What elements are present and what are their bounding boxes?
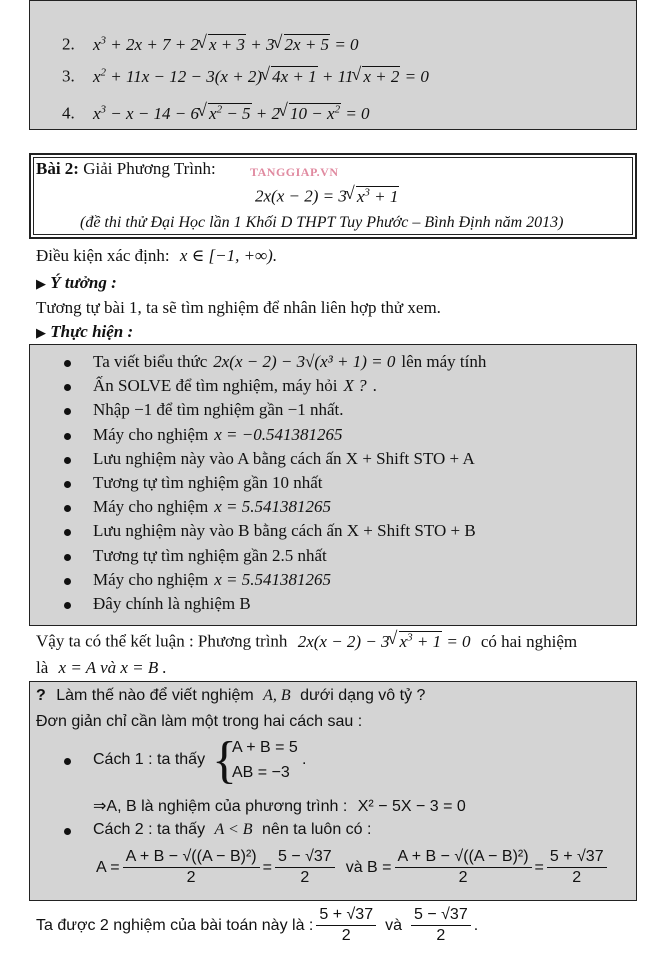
question-intro: Đơn giản chỉ cần làm một trong hai cách sau : xyxy=(36,713,363,730)
step-item: Nhập −1 để tìm nghiệm gần −1 nhất. xyxy=(93,400,344,420)
step-item: Máy cho nghiệm x = −0.541381265 xyxy=(93,424,343,444)
question-line: ? Làm thế nào để viết nghiệm A, B dưới dạng vô tỷ ? xyxy=(36,687,426,704)
fraction: $\frac{5 - √37}{2}$ xyxy=(275,848,335,887)
problem-title: Bài 2: Giải Phương Trình: xyxy=(36,159,216,178)
fraction: $\frac{5 + √37}{2}$ xyxy=(316,906,376,945)
triangle-icon: ▶ xyxy=(36,276,46,291)
condition-line: Điều kiện xác định: x ∈ [−1, +∞). xyxy=(36,246,278,265)
fraction: $\frac{\text{A + B − √((A − B)²)}}{2}$ xyxy=(123,848,260,887)
bullet-icon xyxy=(64,578,71,585)
way-1-dot: . xyxy=(302,751,307,768)
step-item: Lưu nghiệm này vào B bằng cách ấn X + Shift STO + B xyxy=(93,521,476,541)
bullet-icon xyxy=(64,828,71,835)
formula-row: A = $\frac{\text{A + B − √((A − B)²)}}{2}$ = $\frac{5 - √37}{2}$ và B = $\frac{\text{A + B − √((A − B)²)}}{2}$ = $\frac{5 + √37}{2}$ xyxy=(96,848,610,887)
watermark-logo: TANGGIAP.VN xyxy=(250,165,339,179)
bullet-icon xyxy=(64,360,71,367)
brace-icon: { xyxy=(212,732,237,789)
way-1-eq-2: AB = −3 xyxy=(232,764,290,781)
conclusion-line-2: là x = A và x = B . xyxy=(36,658,167,677)
step-item: Tương tự tìm nghiệm gần 10 nhất xyxy=(93,473,323,492)
idea-heading: ▶ Ý tưởng : xyxy=(36,273,117,292)
step-item: Ấn SOLVE để tìm nghiệm, máy hỏi X ? . xyxy=(93,376,377,396)
way-1-result: ⇒A, B là nghiệm của phương trình : X² − 5X − 3 = 0 xyxy=(93,798,466,815)
step-item: Đây chính là nghiệm B xyxy=(93,594,251,613)
final-line: Ta được 2 nghiệm của bài toán này là : $\frac{5 + √37}{2}$ và $\frac{5 - √37}{2}$ . xyxy=(36,906,479,944)
problem-source: (đề thi thử Đại Học lần 1 Khối D THPT Tuy Phước – Bình Định năm 2013) xyxy=(80,214,564,231)
list-item-2: 2. $x^3 + 2x + 7 + 2√$ x + 3 + 3√ 2x + 5 = 0 xyxy=(62,34,359,55)
conclusion-line-1: Vậy ta có thể kết luận : Phương trình 2x(x − 2) − 3√ $x^3 + 1 = 0$ có hai nghiệm xyxy=(36,631,577,652)
fraction: $\frac{5 + √37}{2}$ xyxy=(547,848,607,887)
step-item: Tương tự tìm nghiệm gần 2.5 nhất xyxy=(93,545,327,565)
fraction: $\frac{5 - √37}{2}$ xyxy=(411,906,471,945)
bullet-icon xyxy=(64,758,71,765)
triangle-icon: ▶ xyxy=(36,325,46,340)
bullet-icon xyxy=(64,457,71,464)
list-item-4: 4. $x^3 - x - 14 - 6√$ $x^2 - 5 + 2√$ $10 - x^2 = 0$ xyxy=(62,103,370,124)
fraction: $\frac{\text{A + B − √((A − B)²)}}{2}$ xyxy=(395,848,532,887)
implies-icon: ⇒ xyxy=(93,798,107,815)
bullet-icon xyxy=(64,602,71,609)
step-item: Ta viết biểu thức 2x(x − 2) − 3√(x³ + 1) = 0 lên máy tính xyxy=(93,352,487,371)
step-item: Lưu nghiệm này vào A bằng cách ấn X + Shift STO + A xyxy=(93,448,475,468)
implement-heading: ▶ Thực hiện : xyxy=(36,322,134,341)
way-2-line: Cách 2 : ta thấy A < B nên ta luôn có : xyxy=(93,821,372,838)
bullet-icon xyxy=(64,433,71,440)
way-1-label: Cách 1 : ta thấy xyxy=(93,751,206,768)
problem-equation: 2x(x − 2) = 3√ $x^3 + 1$ xyxy=(255,186,399,207)
list-item-3: 3. $x^2 + 11x - 12 - 3(x + 2)√$ 4x + 1 + 11√ x + 2 = 0 xyxy=(62,66,429,87)
bullet-icon xyxy=(64,481,71,488)
step-item: Máy cho nghiệm x = 5.541381265 xyxy=(93,497,331,517)
way-1-eq-1: A + B = 5 xyxy=(232,739,298,756)
idea-text: Tương tự bài 1, ta sẽ tìm nghiệm để nhân liên hợp thử xem. xyxy=(36,298,441,317)
bullet-icon xyxy=(64,554,71,561)
step-item: Máy cho nghiệm x = 5.541381265 xyxy=(93,569,331,589)
